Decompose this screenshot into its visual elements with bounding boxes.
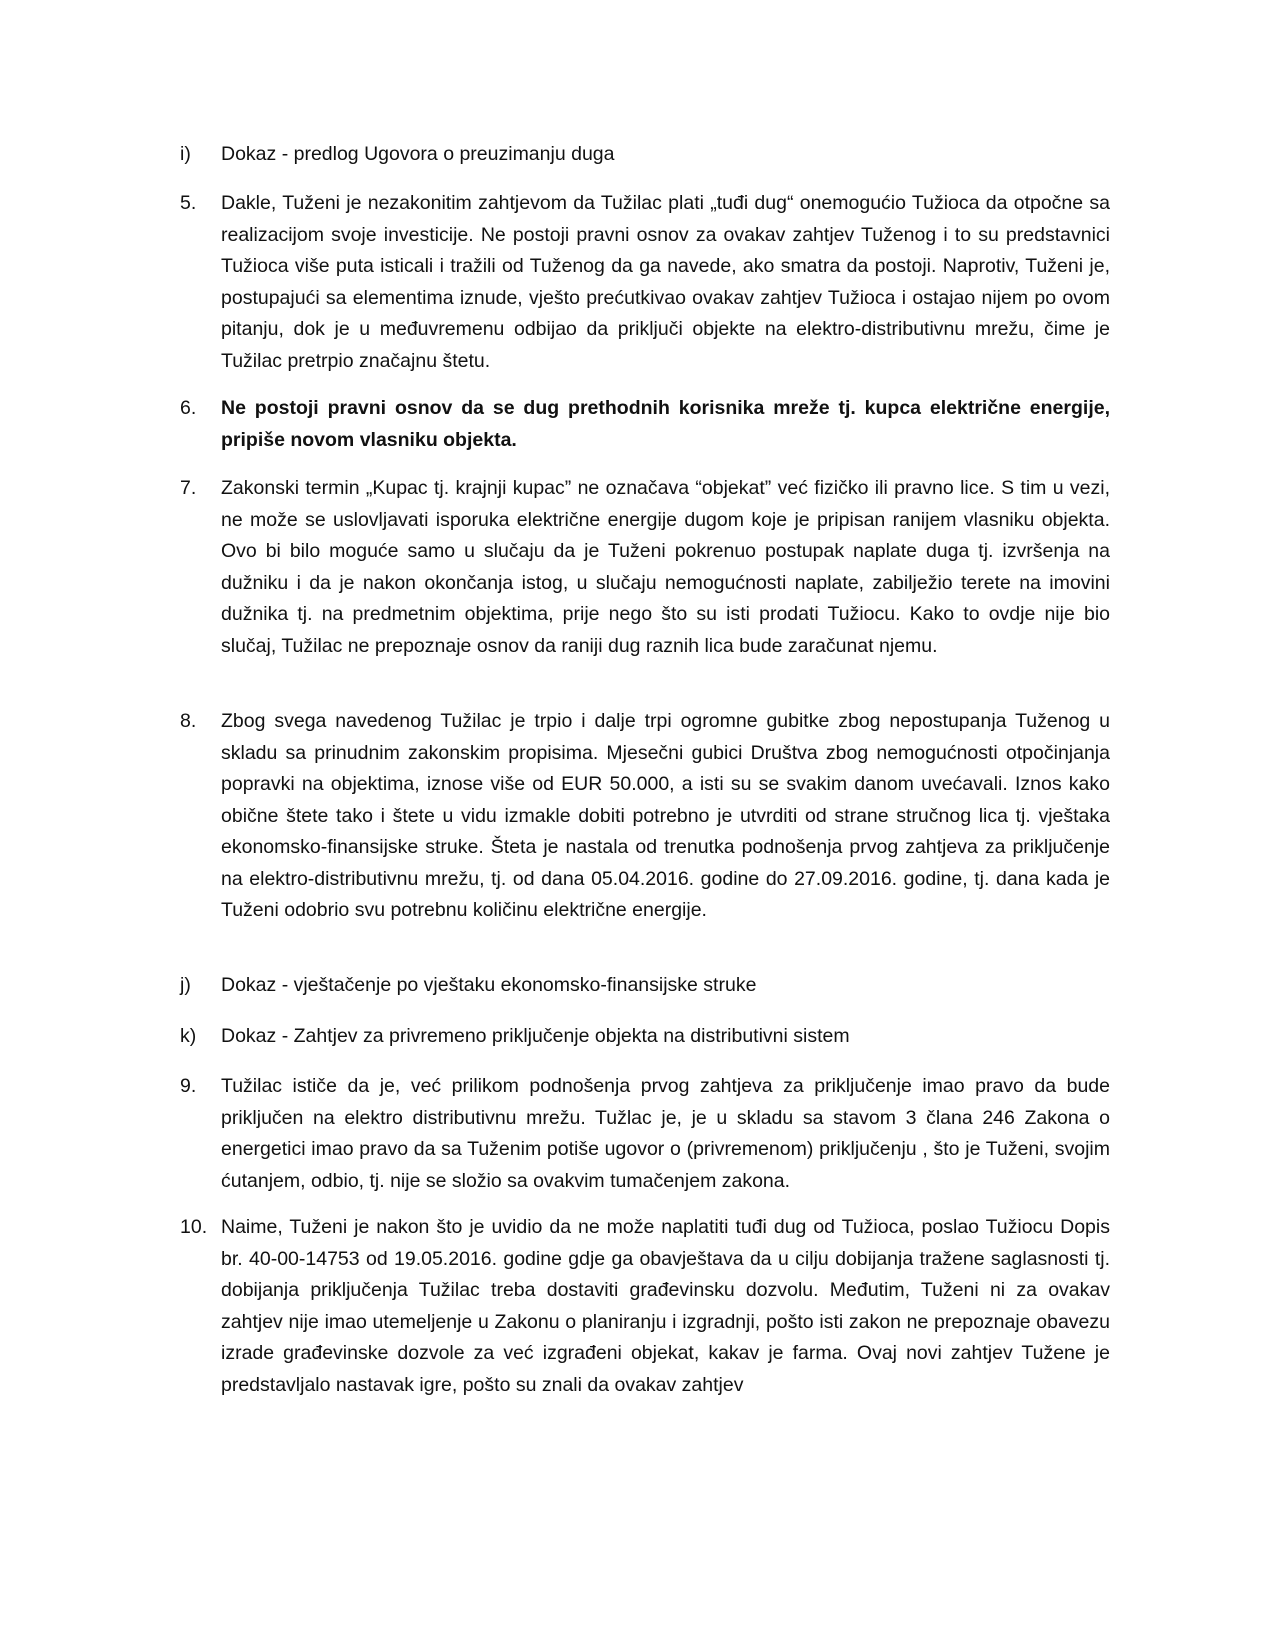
paragraph-text-bold: Ne postoji pravni osnov da se dug prethodnih korisnika mreže tj. kupca električne energije, pripiše novom vlasniku objekta. (221, 397, 1110, 451)
item-number: 10. (180, 1216, 208, 1238)
paragraph-10 (180, 1212, 1110, 1401)
paragraph-9 (180, 1071, 1110, 1197)
item-text: Dokaz - predlog Ugovora o preuzimanju duga (221, 143, 615, 165)
evidence-item-j (180, 970, 1110, 1002)
item-number: 6. (180, 397, 197, 419)
paragraph-8 (180, 706, 1110, 927)
item-number: 5. (180, 192, 197, 214)
evidence-item-k (180, 1021, 1110, 1053)
paragraph-text: Dakle, Tuženi je nezakonitim zahtjevom da Tužilac plati „tuđi dug“ onemogućio Tužioca da otpočne sa realizacijom svoje investicije. Ne postoji pravni osnov za ovakav zahtjev Tuženog i to su predstavnici Tužioca više puta isticali i tražili od Tuženog da ga navede, ako smatra da postoji. Naprotiv, Tuženi je, postupajući sa elementima iznude, vješto prećutkivao ovakav zahtjev Tužioca i ostajao nijem po ovom pitanju, dok je u međuvremenu odbijao da priključi objekte na elektro-distributivnu mrežu, čime je Tužilac pretrpio značajnu štetu. (221, 192, 1110, 372)
item-text: Dokaz - vještačenje po vještaku ekonomsko-finansijske struke (221, 974, 757, 996)
paragraph-text: Tužilac ističe da je, već prilikom podnošenja prvog zahtjeva za priključenje imao pravo da bude priključen na elektro distributivnu mrežu. Tužlac je, je u skladu sa stavom 3 člana 246 Zakona o energetici imao pravo da sa Tuženim potiše ugovor o (privremenom) priključenju , što je Tuženi, svojim ćutanjem, odbio, tj. nije se složio sa ovakvim tumačenjem zakona. (221, 1075, 1110, 1192)
paragraph-7 (180, 473, 1110, 662)
paragraph-6 (180, 393, 1110, 456)
item-label: i) (180, 143, 191, 165)
item-label: k) (180, 1025, 197, 1047)
evidence-item-i (180, 139, 1110, 171)
paragraph-5 (180, 188, 1110, 377)
item-number: 9. (180, 1075, 197, 1097)
item-number: 8. (180, 710, 197, 732)
paragraph-text: Naime, Tuženi je nakon što je uvidio da ne može naplatiti tuđi dug od Tužioca, poslao Tužiocu Dopis br. 40-00-14753 od 19.05.2016. godine gdje ga obavještava da u cilju dobijanja tražene saglasnosti tj. dobijanja priključenja Tužilac treba dostaviti građevinsku dozvolu. Međutim, Tuženi ni za ovakav zahtjev nije imao utemeljenje u Zakonu o planiranju i izgradnji, pošto isti zakon ne prepoznaje obavezu izrade građevinske dozvole za već izgrađeni objekat, kakav je farma. Ovaj novi zahtjev Tužene je predstavljalo nastavak igre, pošto su znali da ovakav zahtjev (221, 1216, 1110, 1396)
item-number: 7. (180, 477, 197, 499)
paragraph-text: Zakonski termin „Kupac tj. krajnji kupac” ne označava “objekat” već fizičko ili pravno lice. S tim u vezi, ne može se uslovljavati isporuka električne energije dugom koje je pripisan ranijem vlasniku objekta. Ovo bi bilo moguće samo u slučaju da je Tuženi pokrenuo postupak naplate duga tj. izvršenja na dužniku i da je nakon okončanja istog, u slučaju nemogućnosti naplate, zabilježio terete na imovini dužnika tj. na predmetnim objektima, prije nego što su isti prodati Tužiocu. Kako to ovdje nije bio slučaj, Tužilac ne prepoznaje osnov da raniji dug raznih lica bude zaračunat njemu. (221, 477, 1110, 657)
item-text: Dokaz - Zahtjev za privremeno priključenje objekta na distributivni sistem (221, 1025, 850, 1047)
item-label: j) (180, 974, 191, 996)
paragraph-text: Zbog svega navedenog Tužilac je trpio i dalje trpi ogromne gubitke zbog nepostupanja Tuženog u skladu sa prinudnim zakonskim propisima. Mjesečni gubici Društva zbog nemogućnosti otpočinjanja popravki na objektima, iznose više od EUR 50.000, a isti su se svakim danom uvećavali. Iznos kako obične štete tako i štete u vidu izmakle dobiti potrebno je utvrditi od strane stručnog lica tj. vještaka ekonomsko-finansijske struke. Šteta je nastala od trenutka podnošenja prvog zahtjeva za priključenje na elektro-distributivnu mrežu, tj. od dana 05.04.2016. godine do 27.09.2016. godine, tj. dana kada je Tuženi odobrio svu potrebnu količinu električne energije. (221, 710, 1110, 921)
